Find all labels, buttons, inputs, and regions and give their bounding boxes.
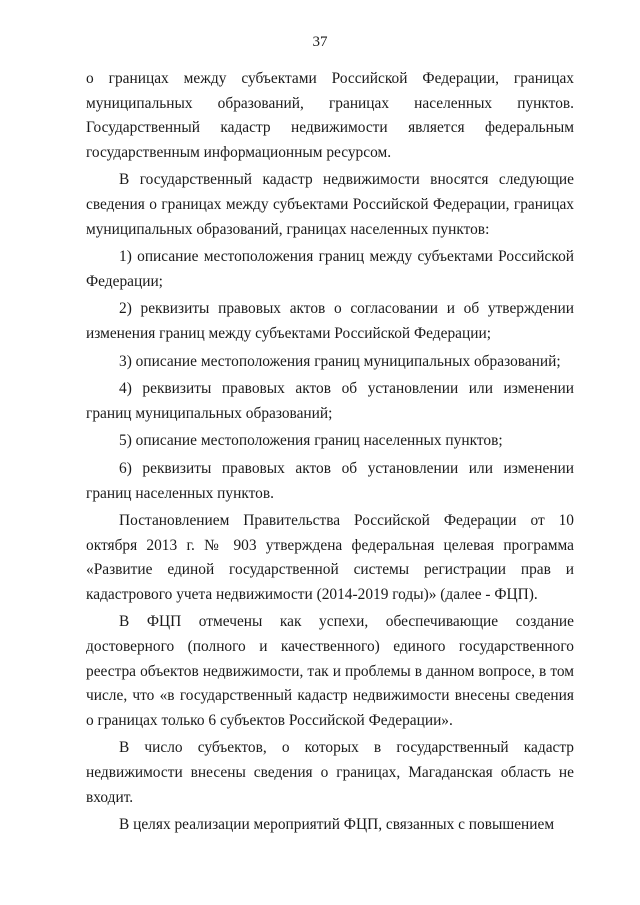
paragraph-cadastre-intro: В государственный кадастр недвижимости вносятся следующие сведения о границах между субъектами Российской Федерации, границах муниципальных образований, границах населенных пунктов: — [86, 171, 574, 238]
paragraph-government-decree: Постановлением Правительства Российской Федерации от 10 октября 2013 г. № 903 утверждена федеральная целевая программа «Развитие единой государственной системы регистрации прав и кадастрового учета недвижимости (2014-2019 годы)» (далее - ФЦП). — [86, 512, 574, 603]
paragraph-fcp-goals: В целях реализации мероприятий ФЦП, связанных с повышением — [119, 816, 555, 834]
document-body — [86, 67, 574, 838]
paragraph-continuation: о границах между субъектами Российской Федерации, границах муниципальных образований, границах населенных пунктов. Государственный кадастр недвижимости является федеральным государственным информационным ресурсом. — [86, 70, 574, 161]
paragraph-magadan: В число субъектов, о которых в государственный кадастр недвижимости внесены сведения о границах, Магаданская область не входит. — [86, 739, 574, 806]
list-item-1: 1) описание местоположения границ между субъектами Российской Федерации; — [86, 248, 574, 290]
paragraph-fcp-notes: В ФЦП отмечены как успехи, обеспечивающие создание достоверного (полного и качественного) единого государственного реестра объектов недвижимости, так и проблемы в данном вопросе, в том числе, что «в государственный кадастр недвижимости внесены сведения о границах только 6 субъектов Российской Федерации». — [86, 613, 574, 729]
list-item-3: 3) описание местоположения границ муниципальных образований; — [119, 352, 561, 370]
list-item-6: 6) реквизиты правовых актов об установлении или изменении границ населенных пунктов. — [86, 459, 574, 502]
list-item-5: 5) описание местоположения границ населенных пунктов; — [119, 432, 503, 450]
list-item-4: 4) реквизиты правовых актов об установлении или изменении границ муниципальных образований; — [86, 380, 574, 422]
page-number: 37 — [312, 34, 328, 50]
list-item-2: 2) реквизиты правовых актов о согласовании и об утверждении изменения границ между субъектами Российской Федерации; — [86, 300, 574, 342]
